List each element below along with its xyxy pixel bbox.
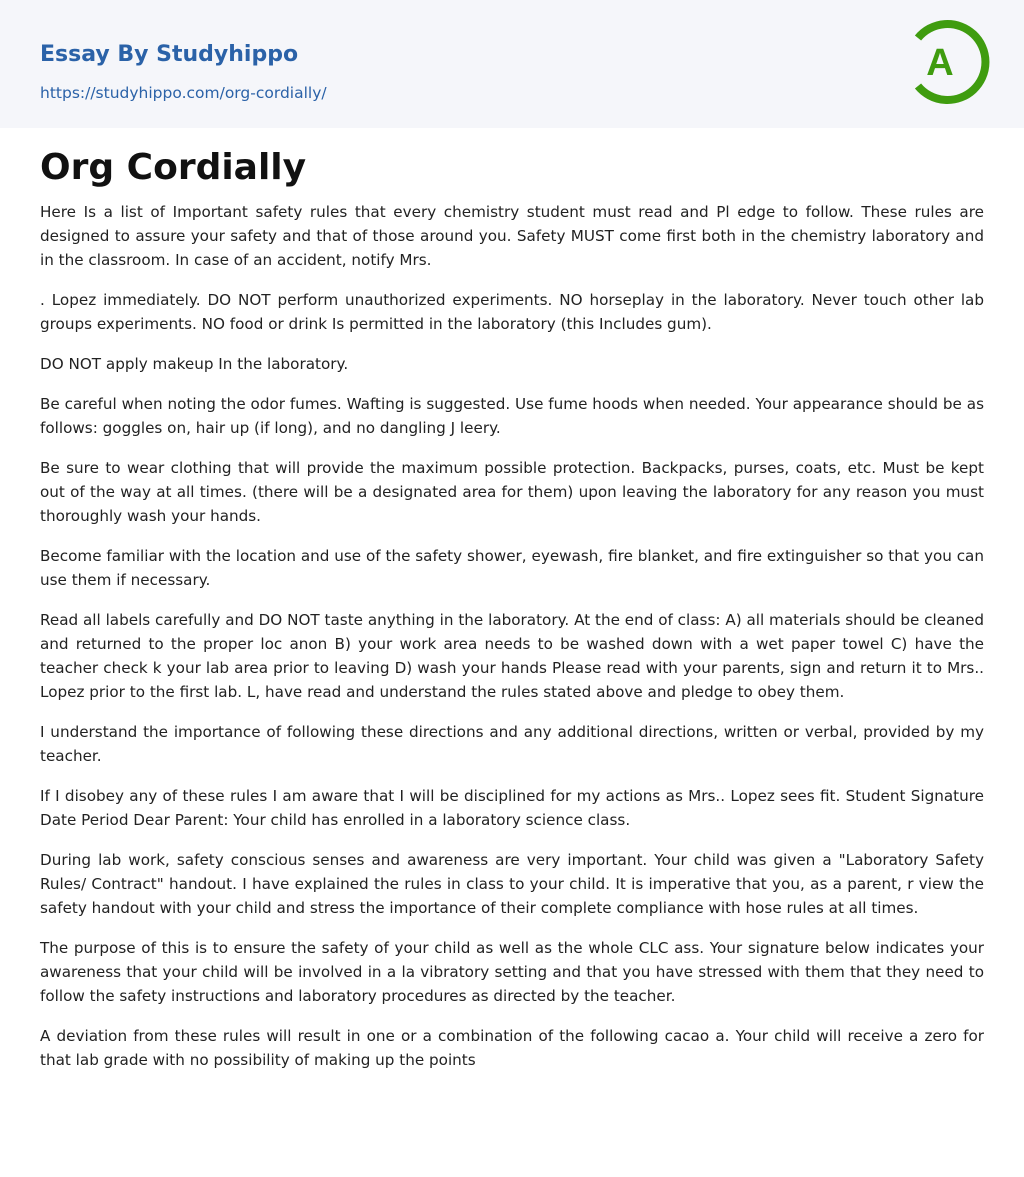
page-title: Org Cordially (40, 147, 307, 188)
brand-title: Essay By Studyhippo (40, 42, 299, 67)
article-url-link[interactable]: https://studyhippo.com/org-cordially/ (40, 84, 327, 102)
paragraph: Be careful when noting the odor fumes. Wafting is suggested. Use fume hoods when needed. Your appearance should be as follows: goggles on, hair up (if long), and no dangling J leery. (40, 395, 984, 437)
paragraph: During lab work, safety conscious senses and awareness are very important. Your child was given a "Laboratory Safety Rules/ Contract" handout. I have explained the rules in class to your child. It is imperative that you, as a parent, r view the safety handout with your child and stress the importance of their complete compliance with hose rules at all times. (40, 851, 984, 917)
paragraph: Be sure to wear clothing that will provide the maximum possible protection. Backpacks, purses, coats, etc. Must be kept out of the way at all times. (there will be a designated area for them) upon leaving the laboratory for any reason you must thoroughly wash your hands. (40, 459, 984, 525)
article-body (40, 128, 984, 1072)
paragraph: Become familiar with the location and use of the safety shower, eyewash, fire blanket, and fire extinguisher so that you can use them if necessary. (40, 547, 984, 589)
paragraph: A deviation from these rules will result in one or a combination of the following cacao a. Your child will receive a zero for that lab grade with no possibility of making up the points (40, 1027, 984, 1069)
paragraph: I understand the importance of following these directions and any additional directions, written or verbal, provided by my teacher. (40, 723, 984, 765)
logo-letter: A (926, 42, 954, 84)
paragraph: DO NOT apply makeup In the laboratory. (40, 355, 349, 373)
paragraph: The purpose of this is to ensure the safety of your child as well as the whole CLC ass. Your signature below indicates your awareness that your child will be involved in a la vibratory setting and that you have stressed with them that they need to follow the safety instructions and laboratory procedures as directed by the teacher. (40, 939, 984, 1005)
article (0, 128, 1024, 1072)
paragraph: . Lopez immediately. DO NOT perform unauthorized experiments. NO horseplay in the laboratory. Never touch other lab groups experiments. NO food or drink Is permitted in the laboratory (this Includes gum). (40, 291, 984, 333)
paragraph: Here Is a list of Important safety rules that every chemistry student must read and Pl edge to follow. These rules are designed to assure your safety and that of those around you. Safety MUST come first both in the chemistry laboratory and in the classroom. In case of an accident, notify Mrs. (40, 203, 984, 269)
paragraph: If I disobey any of these rules I am aware that I will be disciplined for my actions as Mrs.. Lopez sees fit. Student Signature Date Period Dear Parent: Your child has enrolled in a laboratory science class. (40, 787, 984, 829)
studyhippo-logo-icon[interactable] (906, 18, 992, 106)
paragraph: Read all labels carefully and DO NOT taste anything in the laboratory. At the end of class: A) all materials should be cleaned and returned to the proper loc anon B) your work area needs to be washed down with a wet paper towel C) have the teacher check k your lab area prior to leaving D) wash your hands Please read with your parents, sign and return it to Mrs.. Lopez prior to the first lab. L, have read and understand the rules stated above and pledge to obey them. (40, 611, 984, 701)
